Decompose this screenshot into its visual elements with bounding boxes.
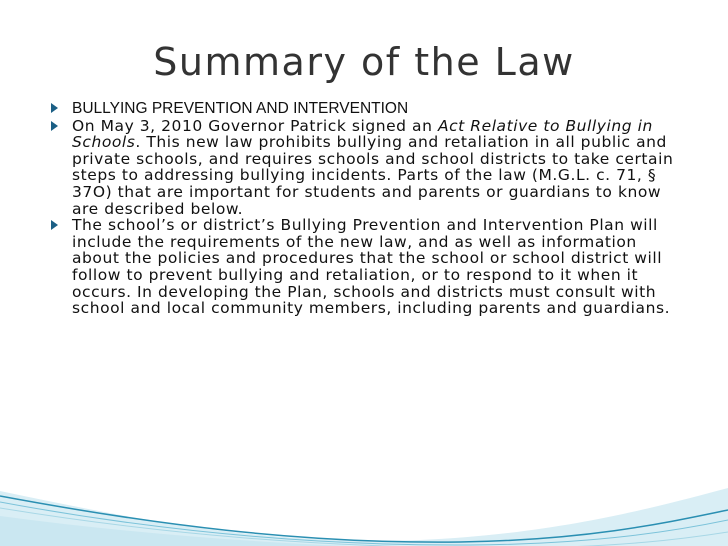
- bullet-law-signed: [48, 118, 678, 218]
- bullet-plan-text: The school’s or district’s Bullying Prevention and Intervention Plan will include the requirements of the new law, and as well as information about the policies and procedures that the school or school district will follow to prevent bullying and retaliation, or to respond to it when it occurs. In developing the Plan, schools and districts must consult with school and local community members, including parents and guardians.: [72, 216, 671, 318]
- bullet-plan: [48, 217, 678, 317]
- bullet-list: [48, 92, 678, 317]
- bullet-law-signed-lead: On May 3, 2010 Governor Patrick signed an: [72, 116, 438, 135]
- triangle-bullet-icon: [51, 121, 58, 131]
- bullet-law-signed-rest: . This new law prohibits bullying and retaliation in all public and private schools, and requires schools and school districts to take certain steps to addressing bullying incidents. Parts of the law (M.G.L. c. 71, § 37O) that are important for students and parents or guardians to know are described below.: [72, 133, 674, 218]
- bullet-heading: [48, 100, 678, 118]
- act-title: Act Relative to Bullying in Schools: [72, 116, 653, 152]
- triangle-bullet-icon: [51, 103, 58, 113]
- bullet-heading-text: BULLYING PREVENTION AND INTERVENTION: [72, 100, 409, 117]
- footer-wave-decoration: [0, 436, 728, 546]
- slide-title: Summary of the Law: [153, 40, 575, 84]
- triangle-bullet-icon: [51, 220, 58, 230]
